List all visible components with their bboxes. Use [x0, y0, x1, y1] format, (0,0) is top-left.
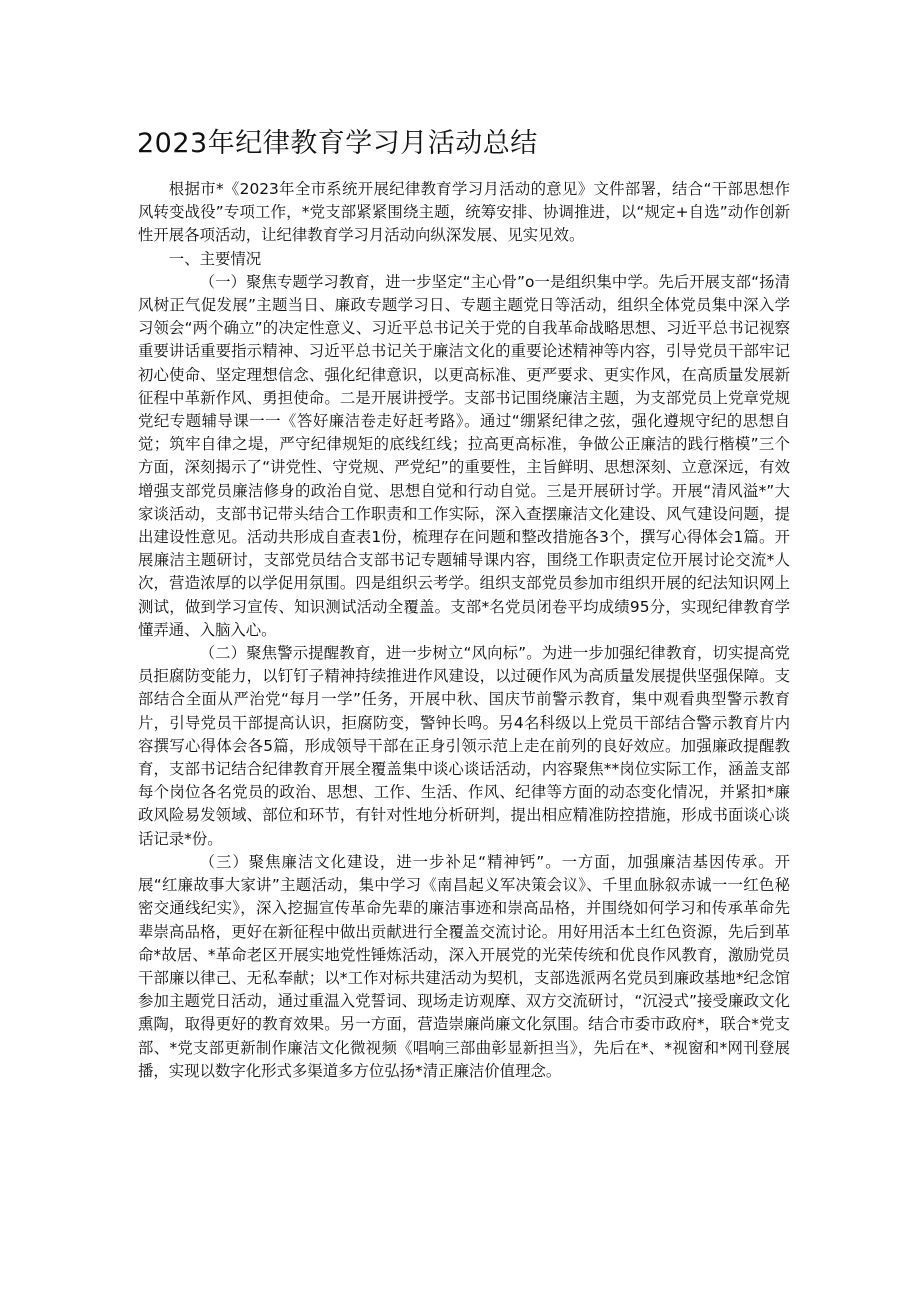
intro-paragraph: 根据市*《2023年全市系统开展纪律教育学习月活动的意见》文件部署，结合“干部思想作风转变战役”专项工作，*党支部紧紧围绕主题，统筹安排、协调推进，以“规定+自选”动作创新性开展各项活动，让纪律教育学习月活动向纵深发展、见实见效。	[138, 180, 790, 245]
document-body	[138, 178, 790, 1083]
paragraph-integrity-culture: （三）聚焦廉洁文化建设，进一步补足“精神钙”。一方面，加强廉洁基因传承。开展“红廉故事大家讲”主题活动，集中学习《南昌起义军决策会议》、千里血脉叙赤诚一一红色秘密交通线纪实》，深入挖掘宣传革命先辈的廉洁事迹和崇高品格，并围绕如何学习和传承革命先辈崇高品格，更好在新征程中做出贡献进行全覆盖交流讨论。用好用活本土红色资源，先后到革命*故居、*革命老区开展实地党性锤炼活动，深入开展党的光荣传统和优良作风教育，激励党员干部廉以律己、无私奉献；以*工作对标共建活动为契机，支部选派两名党员到廉政基地*纪念馆参加主题党日活动，通过重温入党誓词、现场走访观摩、双方交流研讨，“沉浸式”接受廉政文化熏陶，取得更好的教育效果。另一方面，营造崇廉尚廉文化氛围。结合市委市政府*，联合*党支部、*党支部更新制作廉洁文化微视频《唱响三部曲彰显新担当》，先后在*、*视窗和*网刊登展播，实现以数字化形式多渠道多方位弘扬*清正廉洁价值理念。	[138, 852, 790, 1080]
section-heading-main-situation: 一、主要情况	[168, 249, 262, 268]
paragraph-warning-education: （二）聚焦警示提醒教育，进一步树立“风向标”。为进一步加强纪律教育，切实提高党员拒腐防变能力，以钉钉子精神持续推进作风建设，以过硬作风为高质量发展提供坚强保障。支部结合全面从严治党“每月一学”任务，开展中秋、国庆节前警示教育，集中观看典型警示教育片，引导党员干部提高认识，拒腐防变，警钟长鸣。另4名科级以上党员干部结合警示教育片内容撰写心得体会各5篇，形成领导干部在正身引领示范上走在前列的良好效应。加强廉政提醒教育，支部书记结合纪律教育开展全覆盖集中谈心谈话活动，内容聚焦**岗位实际工作，涵盖支部每个岗位各名党员的政治、思想、工作、生活、作风、纪律等方面的动态变化情况，并紧扣*廉政风险易发领域、部位和环节，有针对性地分析研判，提出相应精准防控措施，形成书面谈心谈话记录*份。	[138, 644, 790, 848]
paragraph-topic-study: （一）聚焦专题学习教育，进一步坚定“主心骨”o一是组织集中学。先后开展支部“扬清风树正气促发展”主题当日、廉政专题学习日、专题主题党日等活动，组织全体党员集中深入学习领会“两个确立”的决定性意义、习近平总书记关于党的自我革命战略思想、习近平总书记视察重要讲话重要指示精神、习近平总书记关于廉洁文化的重要论述精神等内容，引导党员干部牢记初心使命、坚定理想信念、强化纪律意识，以更高标准、更严要求、更实作风，在高质量发展新征程中革新作风、勇担使命。二是开展讲授学。支部书记围绕廉洁主题，为支部党员上党章党规党纪专题辅导课一一《答好廉洁卷走好赶考路》。通过“绷紧纪律之弦，强化遵规守纪的思想自觉；筑牢自律之堤，严守纪律规矩的底线红线；拉高更高标准，争做公正廉洁的践行楷模”三个方面，深刻揭示了“讲党性、守党规、严党纪”的重要性，主旨鲜明、思想深刻、立意深远，有效增强支部党员廉洁修身的政治自觉、思想自觉和行动自觉。三是开展研讨学。开展“清风溢*”大家谈活动，支部书记带头结合工作职责和工作实际，深入查摆廉洁文化建设、风气建设问题，提出建设性意见。活动共形成自查表1份，梳理存在问题和整改措施各3个，撰写心得体会1篇。开展廉洁主题研讨，支部党员结合支部书记专题辅导课内容，围绕工作职责定位开展讨论交流*人次，营造浓厚的以学促用氛围。四是组织云考学。组织支部党员参加市组织开展的纪法知识网上测试，做到学习宣传、知识测试活动全覆盖。支部*名党员闭卷平均成绩95分，实现纪律教育学懂弄通、入脑入心。	[138, 272, 790, 639]
document-title: 2023年纪律教育学习月活动总结	[137, 128, 538, 159]
